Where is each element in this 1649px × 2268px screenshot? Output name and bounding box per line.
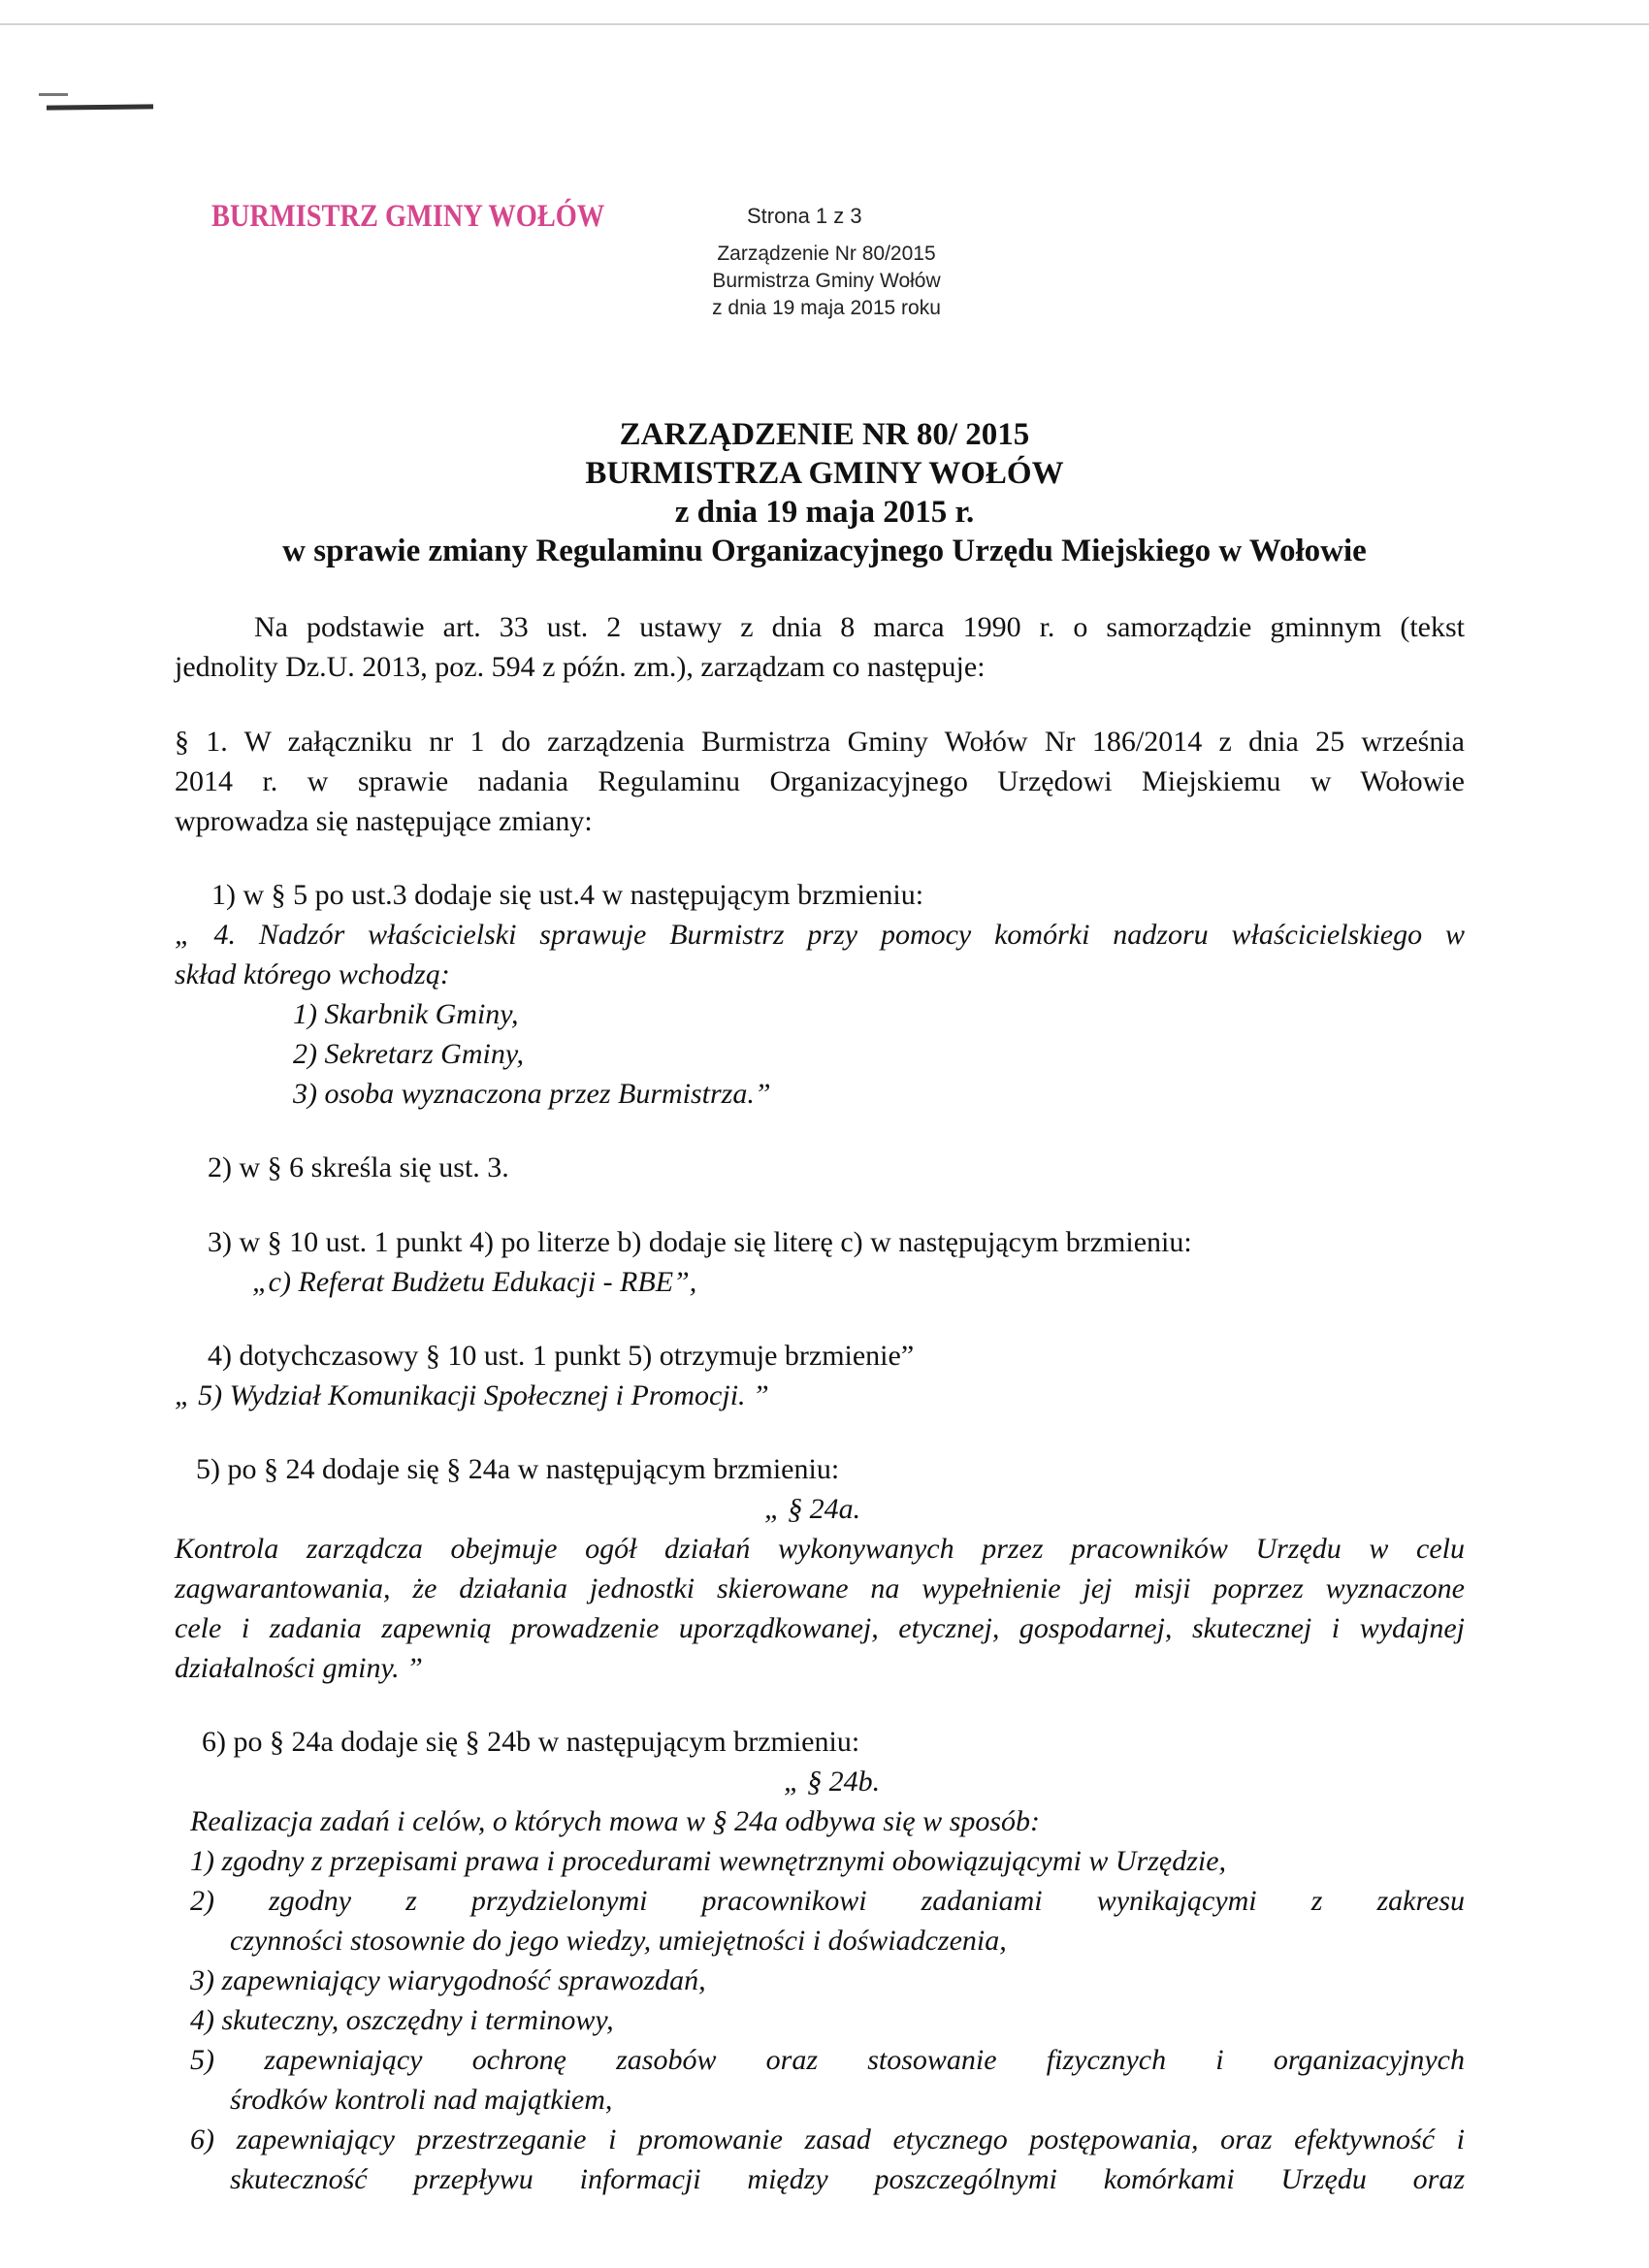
scan-edge-line [0,23,1649,25]
quoted-text: Kontrola zarządcza obejmuje ogół działań wykonywanych przez pracowników Urzędu w celu [175,1533,1465,1565]
list-item: czynności stosownie do jego wiedzy, umiejętności i doświadczenia, [230,1925,1007,1957]
ref-line: z dnia 19 maja 2015 roku [712,297,941,319]
preamble-line: jednolity Dz.U. 2013, poz. 594 z późn. zm.), zarządzam co następuje: [175,651,986,683]
list-item: 1) zgodny z przepisami prawa i procedurami wewnętrznymi obowiązującymi w Urzędzie, [190,1845,1227,1877]
document-date: z dnia 19 maja 2015 r. [674,495,975,530]
change-intro: 2) w § 6 skreśla się ust. 3. [208,1151,509,1183]
paragraph-line: 2014 r. w sprawie nadania Regulaminu Organizacyjnego Urzędowi Miejskiemu w Wołowie [175,765,1465,797]
issuer-stamp: BURMISTRZ GMINY WOŁÓW [211,199,605,234]
document-title: ZARZĄDZENIE NR 80/ 2015 [619,417,1030,452]
list-item: 5) zapewniający ochronę zasobów oraz stosowanie fizycznych i organizacyjnych [190,2044,1465,2076]
quoted-text: Realizacja zadań i celów, o których mowa w § 24a odbywa się w sposób: [190,1805,1041,1837]
list-item: 1) Skarbnik Gminy, [293,998,519,1030]
list-item: skuteczność przepływu informacji między poszczególnymi komórkami Urzędu oraz [230,2163,1465,2195]
change-intro: 5) po § 24 dodaje się § 24a w następującym brzmieniu: [196,1453,840,1485]
list-item: 2) zgodny z przydzielonymi pracownikowi zadaniami wynikającymi z zakresu [190,1885,1465,1917]
change-intro: 1) w § 5 po ust.3 dodaje się ust.4 w następującym brzmieniu: [211,879,924,911]
ref-line: Burmistrza Gminy Wołów [712,270,941,292]
page-number: Strona 1 z 3 [747,204,862,228]
ref-line: Zarządzenie Nr 80/2015 [717,243,936,265]
list-item: 6) zapewniający przestrzeganie i promowanie zasad etycznego postępowania, oraz efektywność i [190,2123,1465,2155]
scan-artifact [47,104,153,110]
change-intro: 6) po § 24a dodaje się § 24b w następującym brzmieniu: [202,1726,860,1758]
change-intro: 4) dotychczasowy § 10 ust. 1 punkt 5) otrzymuje brzmienie” [208,1340,915,1372]
document-title: BURMISTRZA GMINY WOŁÓW [585,456,1064,491]
quoted-text: działalności gminy. ” [175,1652,423,1684]
list-item: 4) skuteczny, oszczędny i terminowy, [190,2004,614,2036]
quoted-text: „ 5) Wydział Komunikacji Społecznej i Promocji. ” [175,1379,769,1411]
list-item: 2) Sekretarz Gminy, [293,1038,525,1070]
list-item: 3) zapewniający wiarygodność sprawozdań, [190,1964,706,1996]
quoted-text: skład którego wchodzą: [175,958,450,990]
quoted-text: „c) Referat Budżetu Edukacji - RBE”, [252,1266,697,1298]
section-heading: „ § 24a. [764,1493,861,1525]
change-intro: 3) w § 10 ust. 1 punkt 4) po literze b) dodaje się literę c) w następującym brzmieniu: [208,1226,1192,1258]
list-item: 3) osoba wyznaczona przez Burmistrza.” [293,1078,771,1110]
quoted-text: cele i zadania zapewnią prowadzenie uporządkowanej, etycznej, gospodarnej, skutecznej i wydajnej [175,1612,1465,1644]
document-subject: w sprawie zmiany Regulaminu Organizacyjnego Urzędu Miejskiego w Wołowie [282,534,1367,568]
paragraph-line: wprowadza się następujące zmiany: [175,805,593,837]
preamble-line: Na podstawie art. 33 ust. 2 ustawy z dnia 8 marca 1990 r. o samorządzie gminnym (tekst [254,611,1465,643]
paragraph-line: § 1. W załączniku nr 1 do zarządzenia Burmistrza Gminy Wołów Nr 186/2014 z dnia 25 września [175,726,1465,758]
section-heading: „ § 24b. [784,1766,881,1798]
scan-artifact [39,93,68,96]
list-item: środków kontroli nad majątkiem, [230,2084,613,2116]
quoted-text: „ 4. Nadzór właścicielski sprawuje Burmistrz przy pomocy komórki nadzoru właścicielskiego w [175,919,1465,951]
quoted-text: zagwarantowania, że działania jednostki skierowane na wypełnienie jej misji poprzez wyznaczone [175,1572,1465,1604]
